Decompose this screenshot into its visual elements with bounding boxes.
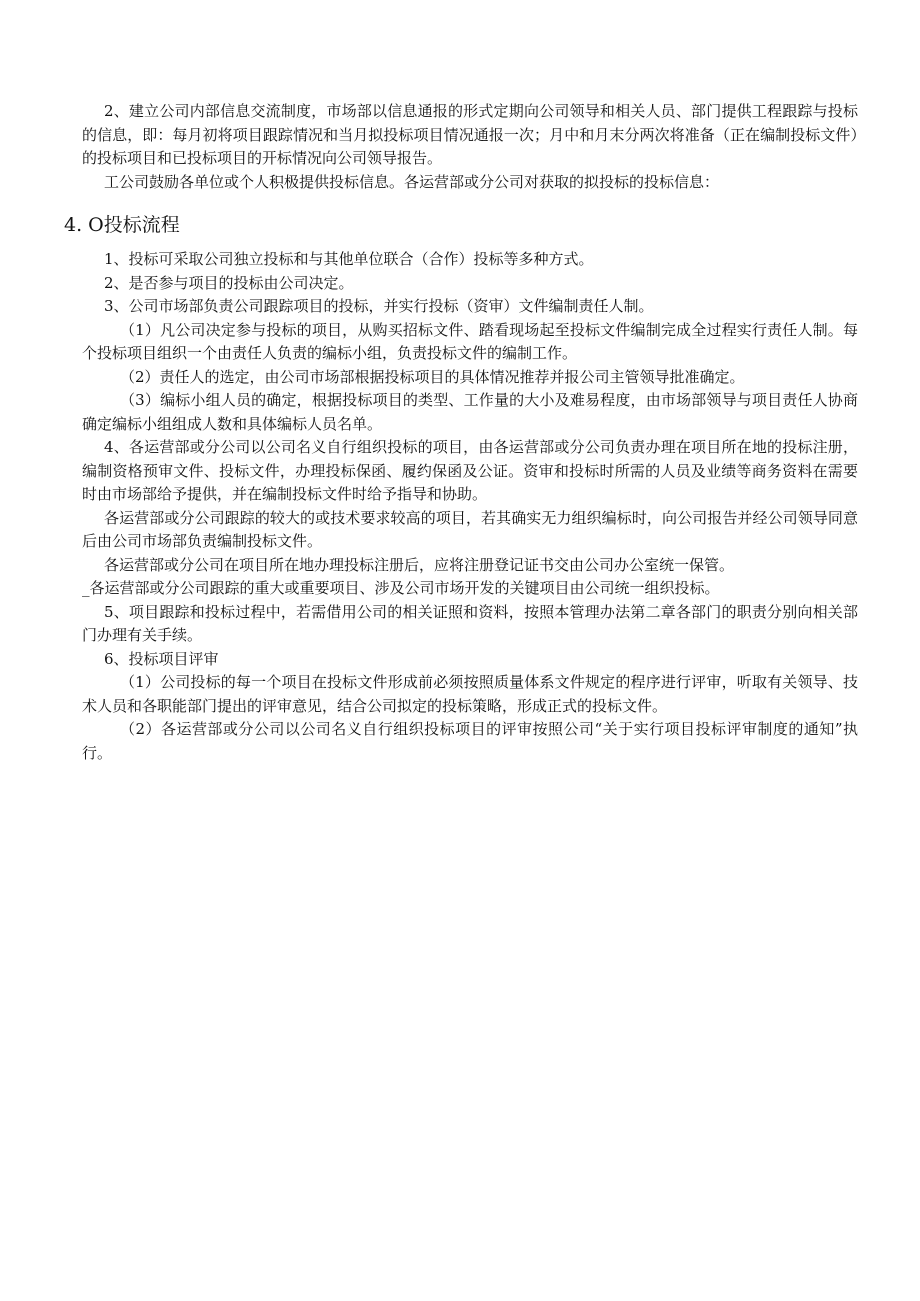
paragraph-item-4-registration: 各运营部或分公司在项目所在地办理投标注册后，应将注册登记证书交由公司办公室统一保管。	[104, 555, 735, 574]
paragraph-item-6-2: （2）各运营部或分公司以公司名义自行组织投标项目的评审按照公司“关于实行项目投标评审制度的通知”执行。	[82, 720, 858, 762]
paragraph-item-4-key-projects: _各运营部或分公司跟踪的重大或重要项目、涉及公司市场开发的关键项目由公司统一组织投标。	[82, 579, 720, 597]
paragraph-item-4: 4、各运营部或分公司以公司名义自行组织投标的项目，由各运营部或分公司负责办理在项目所在地的投标注册，编制资格预审文件、投标文件，办理投标保函、履约保函及公证。资审和投标时所需的人员及业绩等商务资料在需要时由市场部给予提供，并在编制投标文件时给予指导和协助。	[82, 438, 858, 503]
paragraph-encourage-info: 工公司鼓励各单位或个人积极提供投标信息。各运营部或分公司对获取的拟投标的投标信息：	[104, 172, 720, 191]
paragraph-item-3-2: （2）责任人的选定，由公司市场部根据投标项目的具体情况推荐并报公司主管领导批准确定。	[120, 367, 745, 386]
paragraph-item-3: 3、公司市场部负责公司跟踪项目的投标，并实行投标（资审）文件编制责任人制。	[104, 297, 654, 315]
paragraph-item-3-1: （1）凡公司决定参与投标的项目，从购买招标文件、踏看现场起至投标文件编制完成全过程实行责任人制。每个投标项目组织一个由责任人负责的编标小组，负责投标文件的编制工作。	[82, 320, 858, 362]
paragraph-item-1: 1、投标可采取公司独立投标和与其他单位联合（合作）投标等多种方式。	[104, 250, 594, 268]
section-heading-bidding-process: 4. O投标流程	[64, 214, 180, 236]
paragraph-item-2: 2、是否参与项目的投标由公司决定。	[104, 273, 354, 292]
document-body	[64, 100, 858, 765]
paragraph-item-4-large-projects: 各运营部或分公司跟踪的较大的或技术要求较高的项目，若其确实无力组织编标时，向公司报告并经公司领导同意后由公司市场部负责编制投标文件。	[82, 508, 858, 550]
paragraph-item-6-1: （1）公司投标的每一个项目在投标文件形成前必须按照质量体系文件规定的程序进行评审，听取有关领导、技术人员和各职能部门提出的评审意见，结合公司拟定的投标策略，形成正式的投标文件。	[82, 673, 858, 715]
paragraph-info-exchange: 2、建立公司内部信息交流制度，市场部以信息通报的形式定期向公司领导和相关人员、部门提供工程跟踪与投标的信息，即：每月初将项目跟踪情况和当月拟投标项目情况通报一次；月中和月末分两次将准备（正在编制投标文件）的投标项目和已投标项目的开标情况向公司领导报告。	[82, 102, 858, 167]
paragraph-item-3-3: （3）编标小组人员的确定，根据投标项目的类型、工作量的大小及难易程度，由市场部领导与项目责任人协商确定编标小组组成人数和具体编标人员名单。	[82, 391, 858, 433]
paragraph-item-5: 5、项目跟踪和投标过程中，若需借用公司的相关证照和资料，按照本管理办法第二章各部门的职责分别向相关部门办理有关手续。	[82, 602, 858, 644]
paragraph-item-6: 6、投标项目评审	[104, 649, 219, 668]
